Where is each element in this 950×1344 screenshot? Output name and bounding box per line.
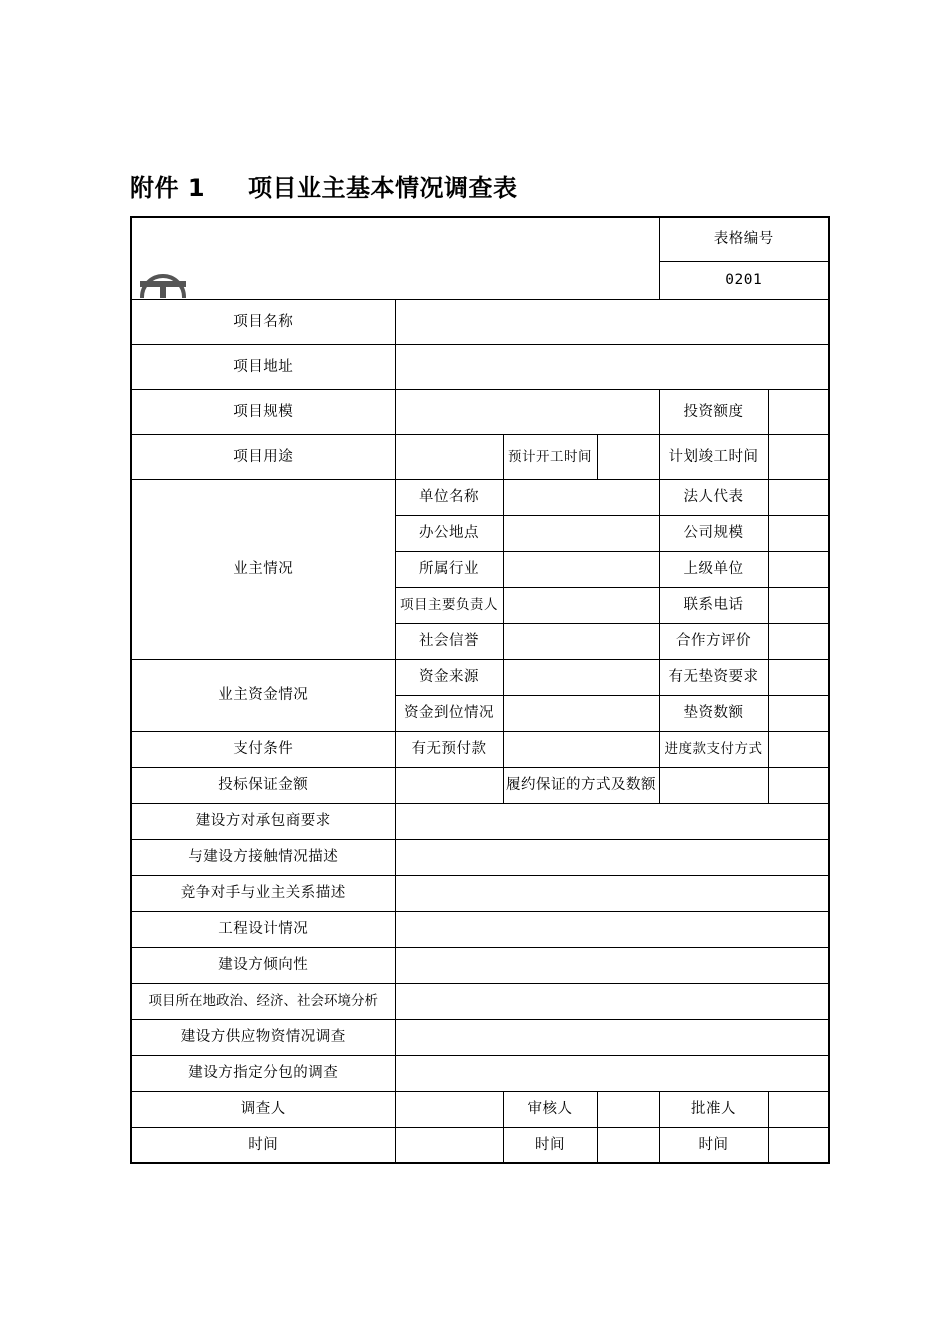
field-designated-subcontract[interactable]: [395, 1055, 829, 1091]
label-competitor-description: 竞争对手与业主关系描述: [131, 875, 395, 911]
label-office-location: 办公地点: [395, 515, 503, 551]
field-bid-bond[interactable]: [395, 767, 503, 803]
field-advance-amount[interactable]: [768, 695, 829, 731]
label-design-status: 工程设计情况: [131, 911, 395, 947]
company-logo-icon: [134, 274, 192, 314]
label-time-reviewer: 时间: [503, 1127, 597, 1163]
label-company-scale: 公司规模: [659, 515, 768, 551]
field-project-leader[interactable]: [503, 587, 659, 623]
label-investigator: 调查人: [131, 1091, 395, 1127]
label-industry: 所属行业: [395, 551, 503, 587]
label-owner-funds: 业主资金情况: [131, 659, 395, 731]
page-heading: [130, 168, 518, 202]
annex-label: 附件 1: [130, 174, 206, 202]
label-environment-analysis: 项目所在地政治、经济、社会环境分析: [131, 983, 395, 1019]
label-material-supply: 建设方供应物资情况调查: [131, 1019, 395, 1055]
label-bid-bond: 投标保证金额: [131, 767, 395, 803]
label-designated-subcontract: 建设方指定分包的调查: [131, 1055, 395, 1091]
field-approver[interactable]: [768, 1091, 829, 1127]
field-office-location[interactable]: [503, 515, 659, 551]
field-contractor-requirements[interactable]: [395, 803, 829, 839]
label-partner-evaluation: 合作方评价: [659, 623, 768, 659]
field-contact-phone[interactable]: [768, 587, 829, 623]
field-advance-requirement[interactable]: [768, 659, 829, 695]
field-performance-bond-a[interactable]: [659, 767, 768, 803]
field-design-status[interactable]: [395, 911, 829, 947]
label-legal-rep: 法人代表: [659, 479, 768, 515]
label-superior-unit: 上级单位: [659, 551, 768, 587]
field-superior-unit[interactable]: [768, 551, 829, 587]
label-contact-description: 与建设方接触情况描述: [131, 839, 395, 875]
label-payment-terms: 支付条件: [131, 731, 395, 767]
svg-text:REC: REC: [148, 298, 178, 314]
label-contractor-requirements: 建设方对承包商要求: [131, 803, 395, 839]
survey-form-table: [130, 216, 830, 1164]
label-prepayment: 有无预付款: [395, 731, 503, 767]
label-social-reputation: 社会信誉: [395, 623, 503, 659]
label-planned-start: 预计开工时间: [503, 434, 597, 479]
field-project-scale[interactable]: [395, 389, 659, 434]
form-number-label: 表格编号: [659, 217, 829, 261]
field-material-supply[interactable]: [395, 1019, 829, 1055]
label-project-name: 项目名称: [131, 299, 395, 344]
label-advance-requirement: 有无垫资要求: [659, 659, 768, 695]
field-progress-payment[interactable]: [768, 731, 829, 767]
field-time-reviewer[interactable]: [597, 1127, 659, 1163]
field-environment-analysis[interactable]: [395, 983, 829, 1019]
label-time-approver: 时间: [659, 1127, 768, 1163]
field-planned-completion[interactable]: [768, 434, 829, 479]
field-owner-tendency[interactable]: [395, 947, 829, 983]
label-project-scale: 项目规模: [131, 389, 395, 434]
field-contact-description[interactable]: [395, 839, 829, 875]
label-approver: 批准人: [659, 1091, 768, 1127]
label-owner-situation: 业主情况: [131, 479, 395, 659]
label-investment: 投资额度: [659, 389, 768, 434]
field-unit-name[interactable]: [503, 479, 659, 515]
field-competitor-description[interactable]: [395, 875, 829, 911]
field-industry[interactable]: [503, 551, 659, 587]
field-time-investigator[interactable]: [395, 1127, 503, 1163]
field-investigator[interactable]: [395, 1091, 503, 1127]
field-legal-rep[interactable]: [768, 479, 829, 515]
form-header-cell: [131, 217, 659, 314]
form-number-value: 0201: [659, 261, 829, 299]
label-fund-arrival: 资金到位情况: [395, 695, 503, 731]
field-time-approver[interactable]: [768, 1127, 829, 1163]
label-project-address: 项目地址: [131, 344, 395, 389]
label-progress-payment: 进度款支付方式: [659, 731, 768, 767]
field-performance-bond-b[interactable]: [768, 767, 829, 803]
field-prepayment[interactable]: [503, 731, 659, 767]
label-reviewer: 审核人: [503, 1091, 597, 1127]
label-time-investigator: 时间: [131, 1127, 395, 1163]
label-contact-phone: 联系电话: [659, 587, 768, 623]
label-planned-completion: 计划竣工时间: [659, 434, 768, 479]
label-project-leader: 项目主要负责人: [395, 587, 503, 623]
field-reviewer[interactable]: [597, 1091, 659, 1127]
label-owner-tendency: 建设方倾向性: [131, 947, 395, 983]
field-planned-start[interactable]: [597, 434, 659, 479]
label-project-use: 项目用途: [131, 434, 395, 479]
field-investment[interactable]: [768, 389, 829, 434]
label-advance-amount: 垫资数额: [659, 695, 768, 731]
field-company-scale[interactable]: [768, 515, 829, 551]
field-project-name[interactable]: [395, 299, 829, 344]
label-unit-name: 单位名称: [395, 479, 503, 515]
heading-title: 项目业主基本情况调查表: [248, 174, 518, 202]
field-project-address[interactable]: [395, 344, 829, 389]
field-project-use[interactable]: [395, 434, 503, 479]
label-performance-bond: 履约保证的方式及数额: [503, 767, 659, 803]
label-fund-source: 资金来源: [395, 659, 503, 695]
field-partner-evaluation[interactable]: [768, 623, 829, 659]
field-fund-arrival[interactable]: [503, 695, 659, 731]
field-fund-source[interactable]: [503, 659, 659, 695]
field-social-reputation[interactable]: [503, 623, 659, 659]
